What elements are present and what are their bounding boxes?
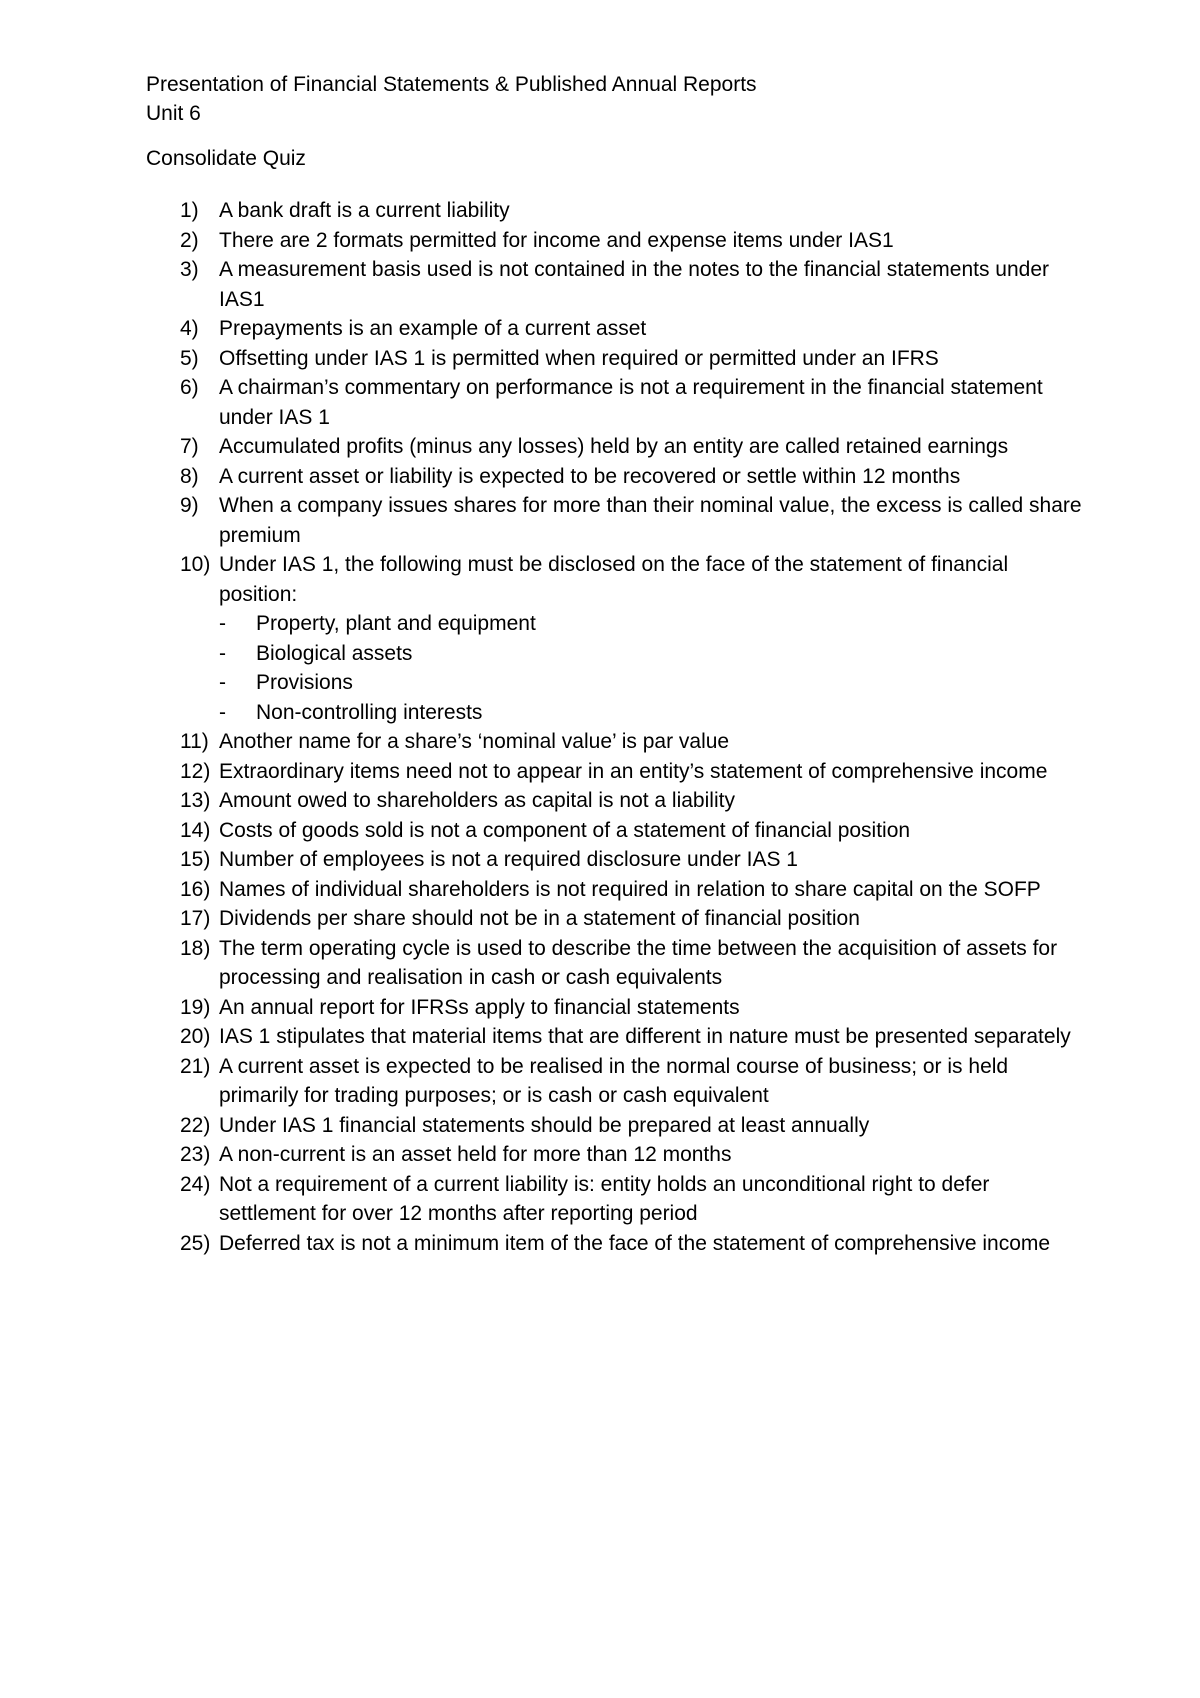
quiz-item-2	[146, 226, 1086, 256]
item-number: 7)	[180, 435, 199, 458]
quiz-item-13	[146, 786, 1086, 816]
quiz-item-24	[146, 1170, 1086, 1229]
item-text: When a company issues shares for more than their nominal value, the excess is called share premium	[219, 494, 1082, 547]
item-text: Another name for a share’s ‘nominal value’ is par value	[219, 730, 730, 753]
quiz-item-8	[146, 462, 1086, 492]
item-text: An annual report for IFRSs apply to financial statements	[219, 995, 740, 1019]
item-text: Number of employees is not a required disclosure under IAS 1	[219, 848, 798, 871]
item-text: Amount owed to shareholders as capital is not a liability	[219, 789, 735, 812]
quiz-item-17	[146, 904, 1086, 934]
item-number: 1)	[180, 199, 199, 222]
item-number: 17)	[180, 907, 211, 930]
quiz-item-18	[146, 934, 1086, 993]
item-text: Costs of goods sold is not a component of a statement of financial position	[219, 818, 911, 842]
item-text: Extraordinary items need not to appear in an entity’s statement of comprehensive income	[219, 759, 1048, 783]
item-number: 9)	[180, 494, 199, 517]
item-number: 11)	[180, 730, 209, 753]
item-number: 13)	[180, 789, 211, 812]
quiz-item-11	[146, 727, 1086, 757]
quiz-item-16	[146, 875, 1086, 905]
item-number: 15)	[180, 848, 211, 871]
sub-item	[219, 639, 1086, 669]
item-text: A current asset is expected to be realised in the normal course of business; or is held primarily for trading purposes; or is cash or cash equivalent	[219, 1054, 1009, 1107]
item-number: 24)	[180, 1172, 211, 1196]
dash-bullet: -	[219, 641, 226, 665]
quiz-title: Consolidate Quiz	[146, 147, 306, 170]
item-number: 3)	[180, 258, 199, 281]
item-text: Names of individual shareholders is not required in relation to share capital on the SOFP	[219, 877, 1041, 901]
item-text: A bank draft is a current liability	[219, 199, 510, 222]
quiz-item-19	[146, 993, 1086, 1023]
quiz-item-21	[146, 1052, 1086, 1111]
quiz-item-7	[146, 432, 1086, 462]
item-text: Under IAS 1, the following must be disclosed on the face of the statement of financial position:	[219, 553, 1009, 606]
item-number: 14)	[180, 818, 211, 842]
item-number: 21)	[180, 1054, 211, 1078]
sub-item-text: Non-controlling interests	[256, 700, 483, 724]
dash-bullet: -	[219, 612, 226, 635]
sub-item-text: Property, plant and equipment	[256, 612, 536, 635]
quiz-item-6	[146, 373, 1086, 432]
item-text: A chairman’s commentary on performance is not a requirement in the financial statement under IAS 1	[219, 376, 1043, 429]
quiz-item-12	[146, 757, 1086, 787]
sub-item	[219, 698, 1086, 728]
sub-item-text: Provisions	[256, 671, 353, 694]
unit-label: Unit 6	[146, 102, 201, 125]
item-number: 25)	[180, 1231, 211, 1255]
item-text: Under IAS 1 financial statements should be prepared at least annually	[219, 1113, 870, 1137]
item-text: A non-current is an asset held for more than 12 months	[219, 1143, 732, 1166]
item-text: Accumulated profits (minus any losses) held by an entity are called retained earnings	[219, 435, 1009, 458]
dash-bullet: -	[219, 671, 226, 694]
quiz-item-4	[146, 314, 1086, 344]
document-title: Presentation of Financial Statements & Published Annual Reports	[146, 73, 757, 96]
quiz-item-14	[146, 816, 1086, 846]
sub-item-text: Biological assets	[256, 641, 413, 665]
quiz-list	[146, 196, 1086, 1258]
sub-item	[219, 609, 1086, 639]
item-number: 5)	[180, 346, 199, 370]
item-number: 20)	[180, 1025, 211, 1048]
item-number: 8)	[180, 464, 199, 488]
item-number: 4)	[180, 317, 199, 340]
item-number: 23)	[180, 1143, 211, 1166]
dash-bullet: -	[219, 700, 226, 724]
quiz-item-23	[146, 1140, 1086, 1170]
item-number: 2)	[180, 228, 199, 252]
item-text: Prepayments is an example of a current asset	[219, 317, 647, 340]
item-text: IAS 1 stipulates that material items that are different in nature must be presented separately	[219, 1025, 1071, 1048]
item-number: 19)	[180, 995, 211, 1019]
item-number: 6)	[180, 376, 199, 399]
item-text: There are 2 formats permitted for income and expense items under IAS1	[219, 228, 894, 252]
item-text: A current asset or liability is expected to be recovered or settle within 12 months	[219, 464, 961, 488]
quiz-item-1	[146, 196, 1086, 226]
quiz-item-20	[146, 1022, 1086, 1052]
quiz-item-9	[146, 491, 1086, 550]
item-number: 12)	[180, 759, 211, 783]
quiz-item-10	[146, 550, 1086, 727]
item-text: Not a requirement of a current liability is: entity holds an unconditional right to defer settlement for over 12 months after reporting period	[219, 1172, 990, 1225]
quiz-item-22	[146, 1111, 1086, 1141]
item-number: 16)	[180, 877, 211, 901]
quiz-item-3	[146, 255, 1086, 314]
item-text: Dividends per share should not be in a statement of financial position	[219, 907, 860, 930]
item-text: Offsetting under IAS 1 is permitted when required or permitted under an IFRS	[219, 346, 939, 370]
document-page	[146, 70, 1086, 1258]
quiz-item-15	[146, 845, 1086, 875]
item-text: Deferred tax is not a minimum item of the face of the statement of comprehensive income	[219, 1231, 1051, 1255]
sub-item	[219, 668, 1086, 698]
item-number: 22)	[180, 1113, 211, 1137]
sub-list	[219, 609, 1086, 727]
item-number: 18)	[180, 936, 211, 960]
quiz-item-5	[146, 344, 1086, 374]
quiz-item-25	[146, 1229, 1086, 1259]
item-number: 10)	[180, 553, 211, 576]
item-text: A measurement basis used is not contained in the notes to the financial statements under IAS1	[219, 258, 1050, 311]
item-text: The term operating cycle is used to describe the time between the acquisition of assets for processing and realisation in cash or cash equivalents	[219, 936, 1058, 989]
